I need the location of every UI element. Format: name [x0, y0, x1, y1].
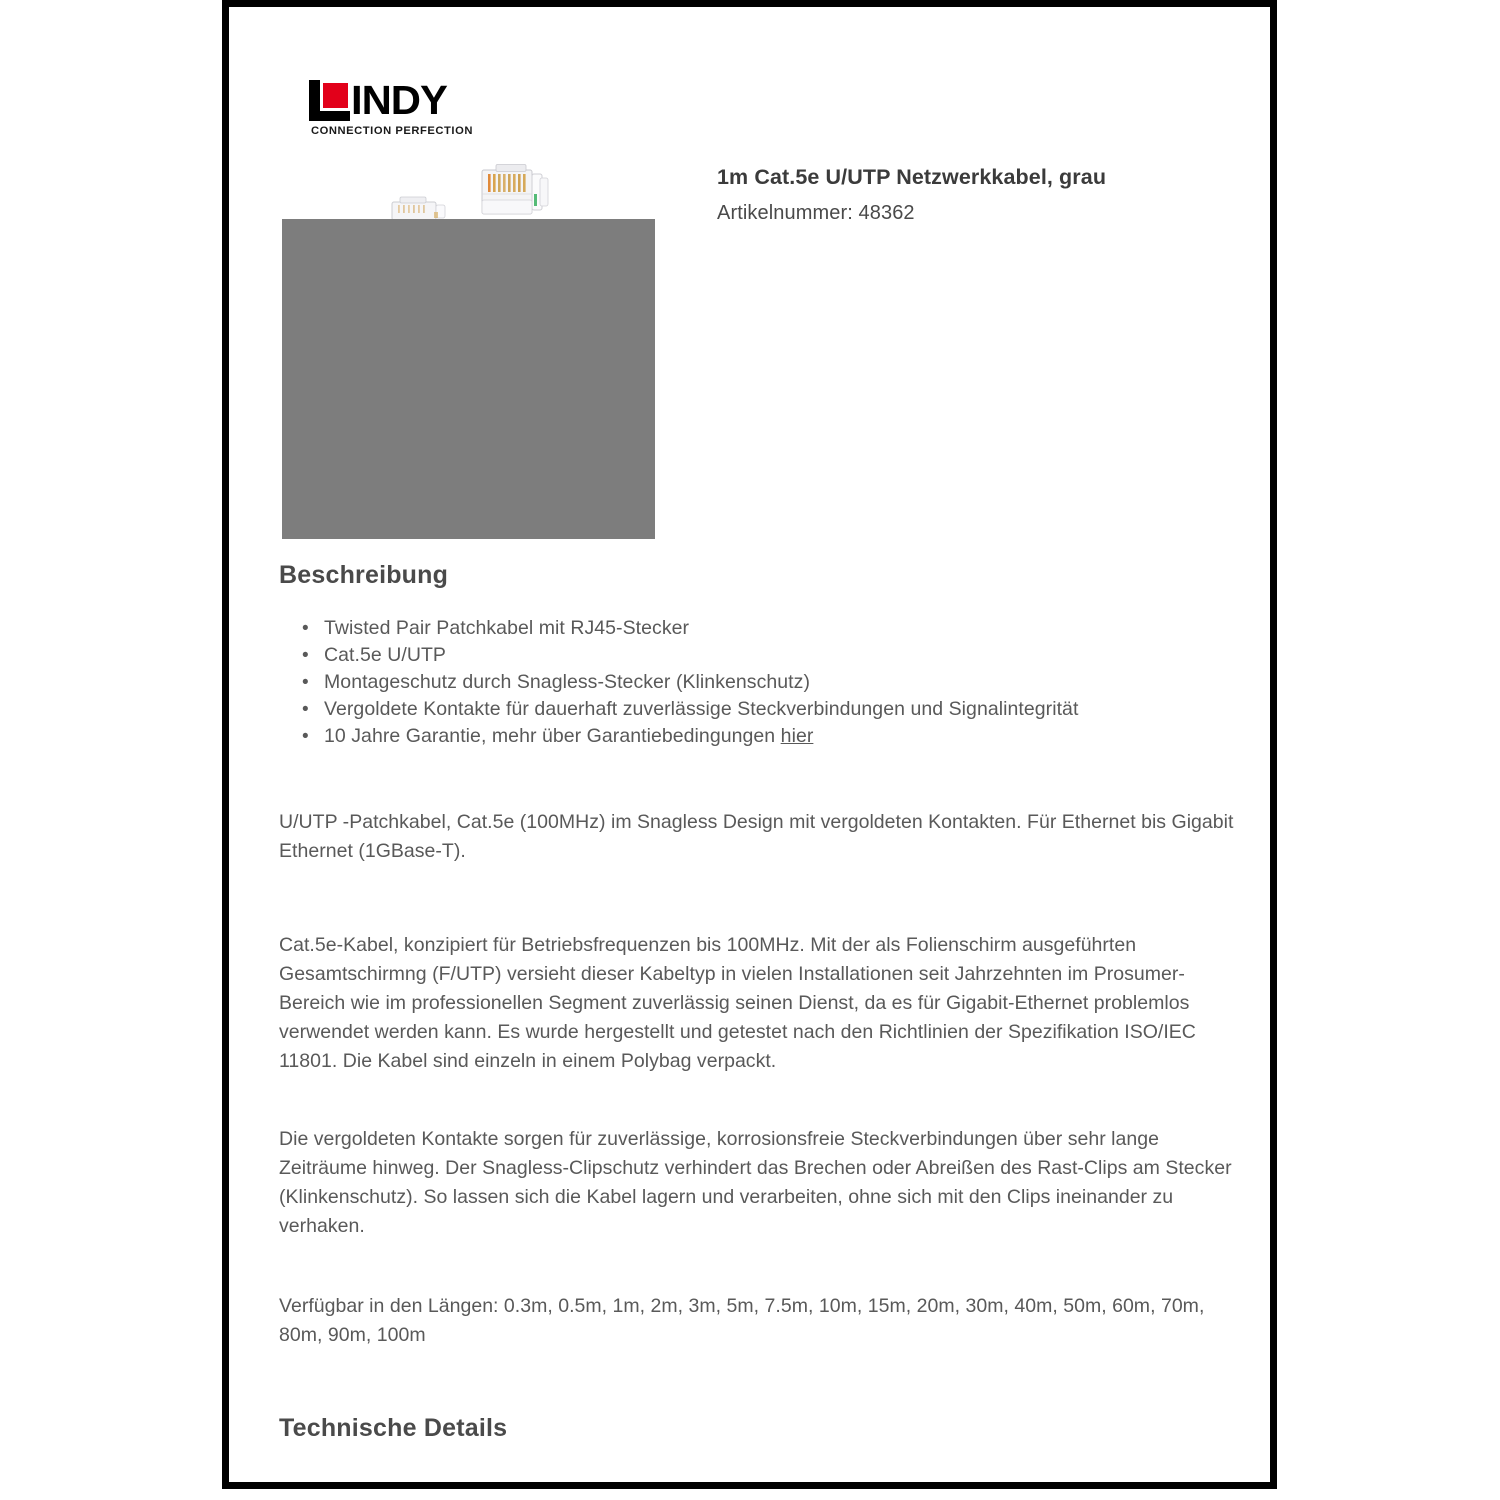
logo-l-horizontal-stroke [309, 111, 350, 121]
warranty-terms-link[interactable]: hier [780, 725, 814, 747]
product-image-placeholder [282, 219, 655, 539]
description-heading: Beschreibung [279, 561, 449, 589]
feature-text: Montageschutz durch Snagless-Stecker (Klinkenschutz) [324, 671, 810, 693]
logo-l-mark-icon [309, 80, 350, 121]
logo-wordmark-row [309, 79, 469, 121]
product-sku: Artikelnummer: 48362 [717, 202, 915, 224]
logo-red-square-icon [323, 83, 348, 108]
list-item [324, 723, 1234, 750]
product-title-block [717, 162, 1237, 228]
list-item [324, 642, 1234, 669]
warranty-text: 10 Jahre Garantie, mehr über Garantiebedingungen [324, 725, 781, 747]
rj45-connector-small-icon [390, 194, 452, 222]
logo-tagline: CONNECTION PERFECTION [311, 125, 473, 137]
description-paragraph-3: Die vergoldeten Kontakte sorgen für zuverlässige, korrosionsfreie Steckverbindungen über sehr lange Zeiträume hinweg. Der Snagless-Clipschutz verhindert das Brechen oder Abreißen des Rast-Clips am Stecker (Klinkenschutz). So lassen sich die Kabel lagern und verarbeiten, ohne sich mit den Clips ineinander zu verhaken. [279, 1128, 1232, 1237]
list-item [324, 669, 1234, 696]
available-lengths-paragraph: Verfügbar in den Längen: 0.3m, 0.5m, 1m, 2m, 3m, 5m, 7.5m, 10m, 15m, 20m, 30m, 40m, 50m, 60m, 70m, 80m, 90m, 100m [279, 1295, 1205, 1346]
feature-text: Cat.5e U/UTP [324, 644, 446, 666]
page-content [229, 7, 1270, 1482]
feature-text: Twisted Pair Patchkabel mit RJ45-Stecker [324, 617, 690, 639]
list-item [324, 696, 1234, 723]
technical-details-heading: Technische Details [279, 1414, 508, 1442]
list-item [324, 615, 1234, 642]
description-paragraph-1: U/UTP -Patchkabel, Cat.5e (100MHz) im Snagless Design mit vergoldeten Kontakten. Für Ethernet bis Gigabit Ethernet (1GBase-T). [279, 811, 1234, 862]
feature-list [284, 615, 1234, 750]
logo-wordmark-text: INDY [351, 77, 447, 123]
lindy-logo[interactable] [309, 77, 473, 139]
document-page [222, 0, 1277, 1489]
feature-text: Vergoldete Kontakte für dauerhaft zuverlässige Steckverbindungen und Signalintegrität [324, 698, 1079, 720]
product-image[interactable] [282, 152, 662, 542]
description-paragraph-2: Cat.5e-Kabel, konzipiert für Betriebsfrequenzen bis 100MHz. Mit der als Folienschirm ausgeführten Gesamtschirmng (F/UTP) versieht dieser Kabeltyp in vielen Installationen seit Jahrzehnten im Prosumer-Bereich wie im professionellen Segment zuverlässig seinen Dienst, da es für Gigabit-Ethernet problemlos verwendet werden kann. Es wurde hergestellt und getestet nach den Richtlinien der Spezifikation ISO/IEC 11801. Die Kabel sind einzeln in einem Polybag verpackt. [279, 934, 1196, 1072]
rj45-connector-large-icon [478, 164, 556, 222]
page-title: 1m Cat.5e U/UTP Netzwerkkabel, grau [717, 165, 1107, 189]
